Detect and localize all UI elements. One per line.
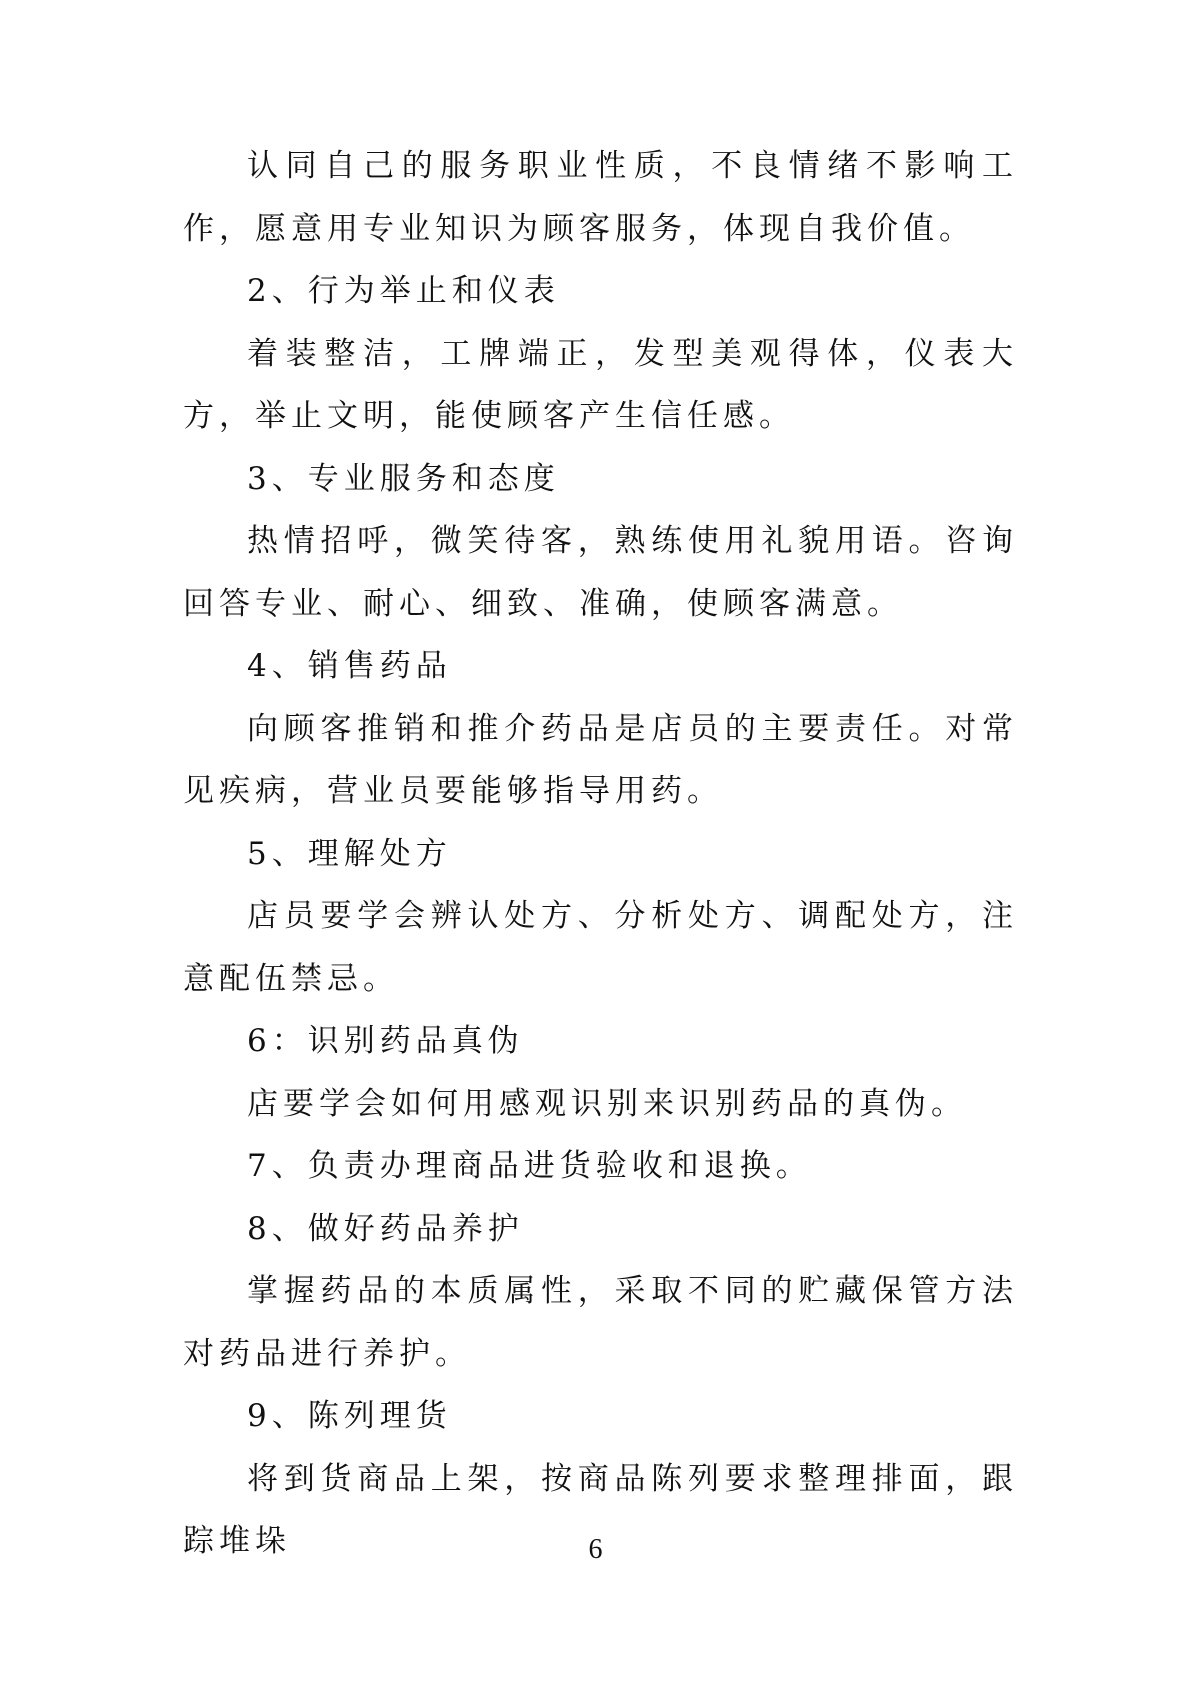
paragraph-understanding-prescriptions: 店员要学会辨认处方、分析处方、调配处方，注意配伍禁忌。	[183, 898, 1018, 997]
heading-medicine-maintenance: 8、做好药品养护	[247, 1210, 524, 1247]
heading-receiving-returns: 7、负责办理商品进货验收和退换。	[247, 1148, 812, 1184]
heading-display-arrangement: 9、陈列理货	[247, 1398, 452, 1434]
paragraph-behavior-appearance: 着装整洁，工牌端正，发型美观得体，仪表大方，举止文明，能使顾客产生信任感。	[183, 335, 1018, 434]
heading-identify-authenticity: 6：识别药品真伪	[247, 1023, 524, 1059]
paragraph-display-arrangement: 将到货商品上架，按商品陈列要求整理排面，跟踪堆垛	[183, 1460, 1018, 1559]
heading-professional-service: 3、专业服务和态度	[247, 460, 560, 497]
heading-selling-medicine: 4、销售药品	[247, 648, 452, 684]
paragraph-professional-service: 热情招呼，微笑待客，熟练使用礼貌用语。咨询回答专业、耐心、细致、准确，使顾客满意。	[183, 523, 1018, 622]
document-body	[183, 135, 1018, 1573]
page-number: 6	[588, 1534, 603, 1565]
paragraph-selling-medicine: 向顾客推销和推介药品是店员的主要责任。对常见疾病，营业员要能够指导用药。	[183, 710, 1018, 809]
heading-behavior-appearance: 2、行为举止和仪表	[247, 273, 560, 309]
paragraph-medicine-maintenance: 掌握药品的本质属性，采取不同的贮藏保管方法对药品进行养护。	[183, 1273, 1018, 1372]
paragraph-identify-authenticity: 店要学会如何用感观识别来识别药品的真伪。	[247, 1085, 967, 1122]
heading-understanding-prescriptions: 5、理解处方	[247, 835, 452, 872]
paragraph-service-attitude: 认同自己的服务职业性质，不良情绪不影响工作，愿意用专业知识为顾客服务，体现自我价值。	[183, 148, 1018, 247]
